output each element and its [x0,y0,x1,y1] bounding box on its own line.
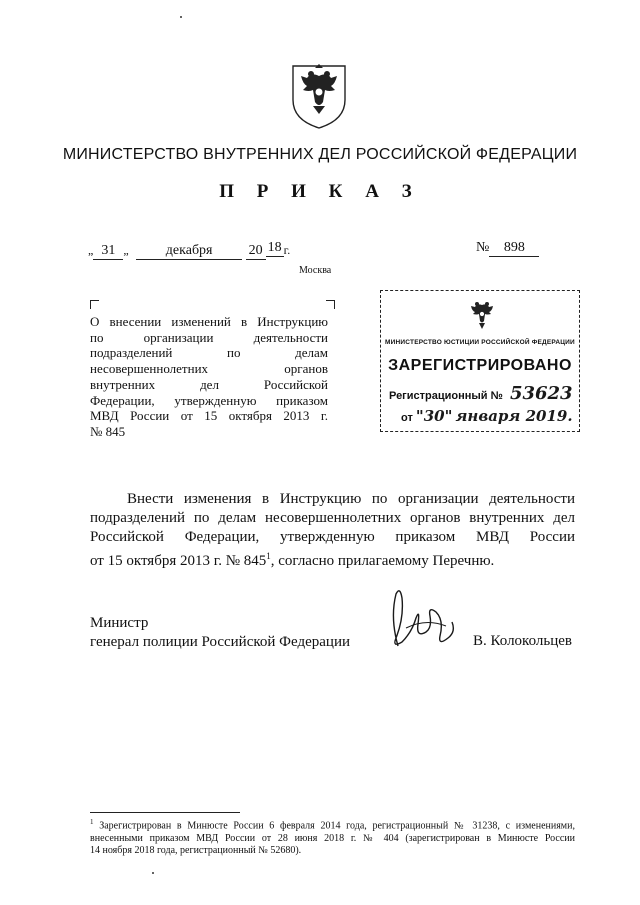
subject-line: подразделений по делам [90,345,328,361]
body-text-after-ref: , согласно прилагаемому Перечню. [270,553,495,569]
footnote-line [90,816,575,833]
stamp-registration-number [389,383,573,404]
footnote-marker: 1 [90,818,94,826]
signatory-title-line1: Министр [90,615,149,631]
stamp-from-day: "30" [415,407,453,425]
footnote [90,816,575,857]
number-sign: № [476,240,490,255]
subject-line: Федерации, утвержденную приказом [90,392,328,408]
order-title: П Р И К А З [219,181,421,202]
date-close-quote: „ [123,243,129,257]
subject-line: № 845 [90,423,126,439]
coat-of-arms-icon [289,62,349,130]
subject-line: несовершеннолетних органов [90,361,328,377]
subject-line: по организации деятельности [90,329,328,345]
date-open-quote: „ [88,243,94,257]
order-subject [90,314,328,440]
stamp-from-month-year: января 2019. [455,407,573,425]
signatory-title-line2: генерал полиции Российской Федерации [90,634,351,650]
handwritten-signature [386,588,466,654]
scan-speck [152,872,154,874]
date-year-suffix: 18 [267,240,282,255]
stamp-registered: ЗАРЕГИСТРИРОВАНО [388,357,572,374]
date-year-mark: г. [283,243,291,257]
subject-line: МВД России от 15 октября 2013 г. [90,408,328,424]
footnote-line-text: Зарегистрирован в Минюсте России 6 февраля 2014 года, регистрационный № 31238, с изменениями, [93,820,575,832]
subject-line: внутренних дел Российской [90,376,328,392]
date-day: 31 [93,243,123,260]
stamp-registration-date [401,407,573,425]
footnote-line: 14 ноября 2018 года, регистрационный № 52680). [90,844,302,856]
order-number [476,240,539,257]
order-body [90,490,575,571]
ministry-heading: МИНИСТЕРСТВО ВНУТРЕННИХ ДЕЛ РОССИЙСКОЙ ФЕДЕРАЦИИ [62,146,578,163]
body-text-before-ref: от 15 октября 2013 г. № 845 [90,553,267,569]
signatory-name: В. Колокольцев [473,633,572,649]
city-label: Москва [299,265,332,276]
body-line: подразделений по делам несовершеннолетних органов внутренних дел [90,510,575,526]
stamp-eagle-icon [467,299,497,335]
footnote-line: внесенными приказом МВД России от 28 июня 2018 г. № 404 (зарегистрирован в Минюсте России [90,832,575,844]
stamp-regno-value: 53623 [509,383,573,404]
subject-line: О внесении изменений в Инструкцию [90,314,328,329]
number-value: 898 [489,240,539,257]
body-line: Внести изменения в Инструкцию по организации деятельности [127,491,575,507]
order-date [88,240,290,260]
signatory-title [90,614,350,652]
subject-corner-right [326,300,335,309]
body-last-line [90,547,575,571]
scan-speck [180,16,182,18]
date-month: декабря [136,243,242,260]
date-year-prefix: 20 [246,243,266,260]
subject-corner-left [90,300,99,309]
footnote-reference: 1 [266,551,271,561]
body-line: Российской Федерации, утвержденную приказом МВД России [90,529,575,545]
footnote-separator [90,812,240,813]
stamp-regno-label: Регистрационный № [389,390,503,402]
stamp-ministry: МИНИСТЕРСТВО ЮСТИЦИИ РОССИЙСКОЙ ФЕДЕРАЦИИ [385,339,575,346]
stamp-from-label: от [401,412,413,424]
registration-stamp [380,290,580,432]
